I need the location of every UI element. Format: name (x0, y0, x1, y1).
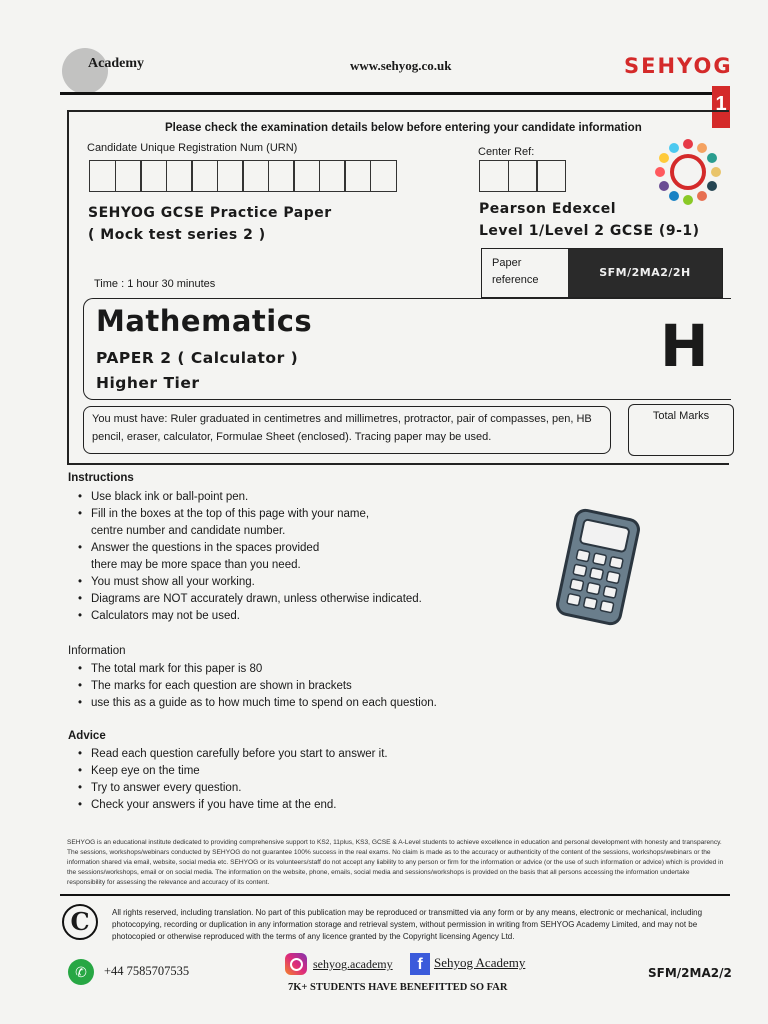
list-item: • Check your answers if you have time at the end. (76, 797, 388, 814)
list-item: • The total mark for this paper is 80 (76, 661, 437, 678)
list-item: • Calculators may not be used. (76, 608, 422, 625)
subject-title: Mathematics (96, 304, 313, 338)
footer-paper-code: SFM/2MA2/2 (648, 966, 732, 980)
rights-text: All rights reserved, including translation. No part of this publication may be reproduced or transmitted via any form or by any means, electronic or mechanical, including photocopying, recording or duplication in any information storage and retrieval system, without permission in writing from SEHYOG Academy Limited, and may not be photocopied or otherwise reproduced with the terms of any licence granted by the Copyright licensing Agency Ltd. (112, 908, 703, 941)
header-divider (60, 92, 730, 95)
disclaimer-text: SEHYOG is an educational institute dedicated to providing comprehensive support to KS2, 11plus, KS3, GCSE & A-Level students to achieve excellence in education and personal development with honesty and transparency. The sessions, workshops/webinars conducted by SEHYOG do not guarantee 100% success in the real exams. No claim is made as to the accuracy or authenticity of the content of the sessions, workshops/webinars or the information shared via email, website, social media etc. SEHYOG or its volunteers/staff do not accept any liability to any person or firm for the information or advice (or the use of such information or advice) which is provided in the sessions/workshops, email or on social media. The information on the website, phone, emails, social media and sessions/workshops is provided on the basis that all persons accessing the information undertake responsibility for assessing the relevance and accuracy of its content. (67, 839, 724, 886)
total-marks-label: Total Marks (652, 410, 710, 422)
center-ref-label: Center Ref: (478, 146, 535, 158)
list-item: • use this as a guide as to how much time to spend on each question. (76, 695, 437, 712)
facebook-link[interactable]: Sehyog Academy (434, 955, 526, 970)
paper-name: PAPER 2 ( Calculator ) (96, 349, 299, 367)
paper-title: SEHYOG GCSE Practice Paper (88, 205, 332, 221)
total-marks-box[interactable] (628, 404, 734, 456)
check-notice: Please check the examination details below before entering your candidate information (165, 122, 642, 134)
paper-title-block (88, 202, 332, 246)
list-item: • Read each question carefully before you start to answer it. (76, 746, 388, 763)
instructions-heading: Instructions (68, 472, 134, 484)
header-url: www.sehyog.co.uk (350, 58, 452, 73)
list-item: • Use black ink or ball-point pen. (76, 489, 422, 506)
header-academy: Academy (88, 56, 144, 71)
exam-board: Pearson Edexcel (479, 201, 617, 217)
instructions-list (76, 489, 422, 625)
list-item: • You must show all your working. (76, 574, 422, 591)
instagram-link[interactable]: sehyog.academy (313, 957, 393, 971)
whatsapp-icon[interactable]: ✆ (68, 959, 94, 985)
paper-ref-value: SFM/2MA2/2H (568, 249, 722, 297)
list-item: • Keep eye on the time (76, 763, 388, 780)
facebook-icon[interactable]: f (410, 953, 430, 975)
brand-logo: SEHYOG (624, 54, 733, 78)
footer-divider (60, 894, 730, 896)
series-label: ( Mock test series 2 ) (88, 227, 266, 243)
exam-level: Level 1/Level 2 GCSE (9-1) (479, 223, 700, 239)
paper-reference-box (481, 248, 723, 298)
phone-number[interactable]: +44 7585707535 (104, 964, 190, 978)
list-item: • The marks for each question are shown in brackets (76, 678, 437, 695)
students-tagline: 7K+ STUDENTS HAVE BENEFITTED SO FAR (288, 982, 508, 993)
advice-list (76, 746, 388, 814)
board-block (479, 198, 700, 242)
tier-letter: H (660, 312, 709, 380)
paper-ref-label: Paper reference (492, 257, 539, 286)
calculator-icon (548, 508, 648, 626)
list-item: • Diagrams are NOT accurately drawn, unless otherwise indicated. (76, 591, 422, 608)
advice-heading: Advice (68, 730, 106, 742)
subject-details (96, 346, 298, 396)
center-ref-boxes[interactable] (479, 160, 565, 192)
information-list (76, 661, 437, 712)
information-heading: Information (68, 645, 126, 657)
list-item: • Try to answer every question. (76, 780, 388, 797)
requirements-box: You must have: Ruler graduated in centimetres and millimetres, protractor, pair of compasses, pen, HB pencil, eraser, calculator, Formulae Sheet (enclosed). Tracing paper may be used. (83, 406, 611, 454)
list-item: • Fill in the boxes at the top of this page with your name, centre number and candidate number. (76, 506, 422, 540)
copyright-icon: C (62, 904, 98, 940)
tier-name: Higher Tier (96, 374, 200, 392)
urn-input-boxes[interactable] (89, 160, 395, 192)
page-tab: 1 (712, 86, 730, 128)
time-allowed: Time : 1 hour 30 minutes (94, 278, 216, 290)
instagram-icon[interactable] (285, 953, 307, 975)
list-item: • Answer the questions in the spaces provided there may be more space than you need. (76, 540, 422, 574)
urn-label: Candidate Unique Registration Num (URN) (87, 142, 298, 154)
